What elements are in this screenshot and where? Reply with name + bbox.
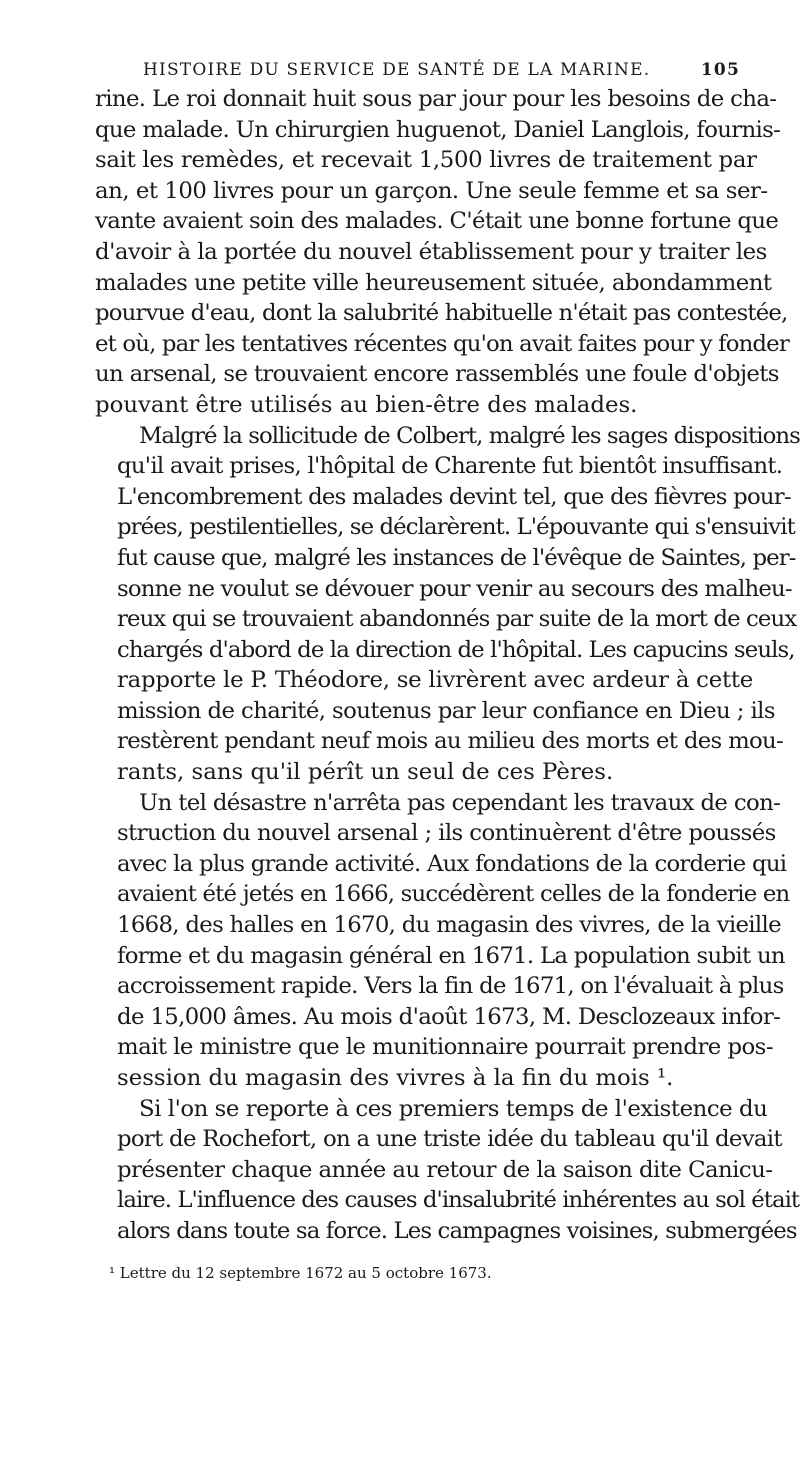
text-line: chargés d'abord de la direction de l'hôpital. Les capucins seuls, [117,636,795,663]
text-line: port de Rochefort, on a une triste idée du tableau qu'il devait [117,1126,782,1153]
text-line: restèrent pendant neuf mois au milieu des morts et des mou- [117,728,784,755]
paragraph [95,421,800,788]
text-line: pourvue d'eau, dont la salubrité habituelle n'était pas contestée, [95,300,788,327]
text-line: session du magasin des vivres à la fin du mois ¹. [117,1065,674,1091]
text-line: et où, par les tentatives récentes qu'on avait faites pour y fonder [95,330,789,357]
text-line: sait les remèdes, et recevait 1,500 livres de traitement par [95,147,757,174]
text-line: accroissement rapide. Vers la fin de 1671, on l'évaluait à plus [117,973,784,1000]
text-line: d'avoir à la portée du nouvel établissement pour y traiter les [95,238,767,265]
text-line: laire. L'influence des causes d'insalubrité inhérentes au sol était [117,1187,800,1214]
page-header [95,48,740,84]
text-line: rine. Le roi donnait huit sous par jour pour les besoins de cha- [95,86,777,112]
text-line: avaient été jetés en 1666, succédèrent celles de la fonderie en [117,881,790,908]
text-line: an, et 100 livres pour un garçon. Une seule femme et sa ser- [95,177,768,204]
text-line: 1668, des halles en 1670, du magasin des vivres, de la vieille [117,912,781,939]
footnote [95,1263,740,1283]
footnote-marker: ¹ [109,1263,116,1282]
text-line: vante avaient soin des malades. C'était une bonne fortune que [95,208,779,235]
text-line: un arsenal, se trouvaient encore rassemblés une foule d'objets [95,361,779,388]
text-line: Malgré la sollicitude de Colbert, malgré les sages dispositions [139,422,800,449]
text-line: de 15,000 âmes. Au mois d'août 1673, M. Desclozeaux infor- [117,1003,781,1030]
text-line: L'encombrement des malades devint tel, que des fièvres pour- [117,483,791,510]
text-line: reux qui se trouvaient abandonnés par suite de la mort de ceux [117,606,797,633]
text-line: struction du nouvel arsenal ; ils continuèrent d'être poussés [117,820,776,847]
text-line: fut cause que, malgré les instances de l'évêque de Saintes, per- [117,544,796,571]
text-line: mission de charité, soutenus par leur confiance en Dieu ; ils [117,697,775,724]
text-line: sonne ne voulut se dévouer pour venir au secours des malheu- [117,575,792,602]
text-line: rants, sans qu'il pérît un seul de ces Pères. [117,759,614,786]
text-line: présenter chaque année au retour de la saison dite Canicu- [117,1156,773,1183]
text-line: avec la plus grande activité. Aux fondations de la corderie qui [117,850,787,877]
text-line: Si l'on se reporte à ces premiers temps de l'existence du [139,1095,768,1122]
text-line: rapporte le P. Théodore, se livrèrent avec ardeur à cette [117,667,754,694]
paragraph [95,84,789,421]
text-line: malades une petite ville heureusement située, abondamment [95,269,772,296]
book-page [95,48,800,1283]
text-line: forme et du magasin général en 1671. La population subit un [117,942,785,969]
text-line: mait le ministre que le munitionnaire pourrait prendre pos- [117,1034,773,1061]
text-line: que malade. Un chirurgien huguenot, Daniel Langlois, fournis- [95,116,781,143]
text-line: qu'il avait prises, l'hôpital de Charente fut bientôt insuffisant. [117,453,783,480]
page-number: 105 [700,60,740,80]
paragraph [95,1094,800,1247]
footnote-text: Lettre du 12 septembre 1672 au 5 octobre 1673. [119,1263,492,1282]
running-title: HISTOIRE DU SERVICE DE SANTÉ DE LA MARINE. [143,60,651,80]
text-line: Un tel désastre n'arrêta pas cependant les travaux de con- [139,789,781,816]
text-line: pouvant être utilisés au bien-être des malades. [95,391,638,418]
paragraph [95,788,790,1094]
body-text [95,84,800,1247]
text-line: prées, pestilentielles, se déclarèrent. L'épouvante qui s'ensuivit [117,514,795,541]
text-line: alors dans toute sa force. Les campagnes voisines, submergées [117,1217,797,1244]
